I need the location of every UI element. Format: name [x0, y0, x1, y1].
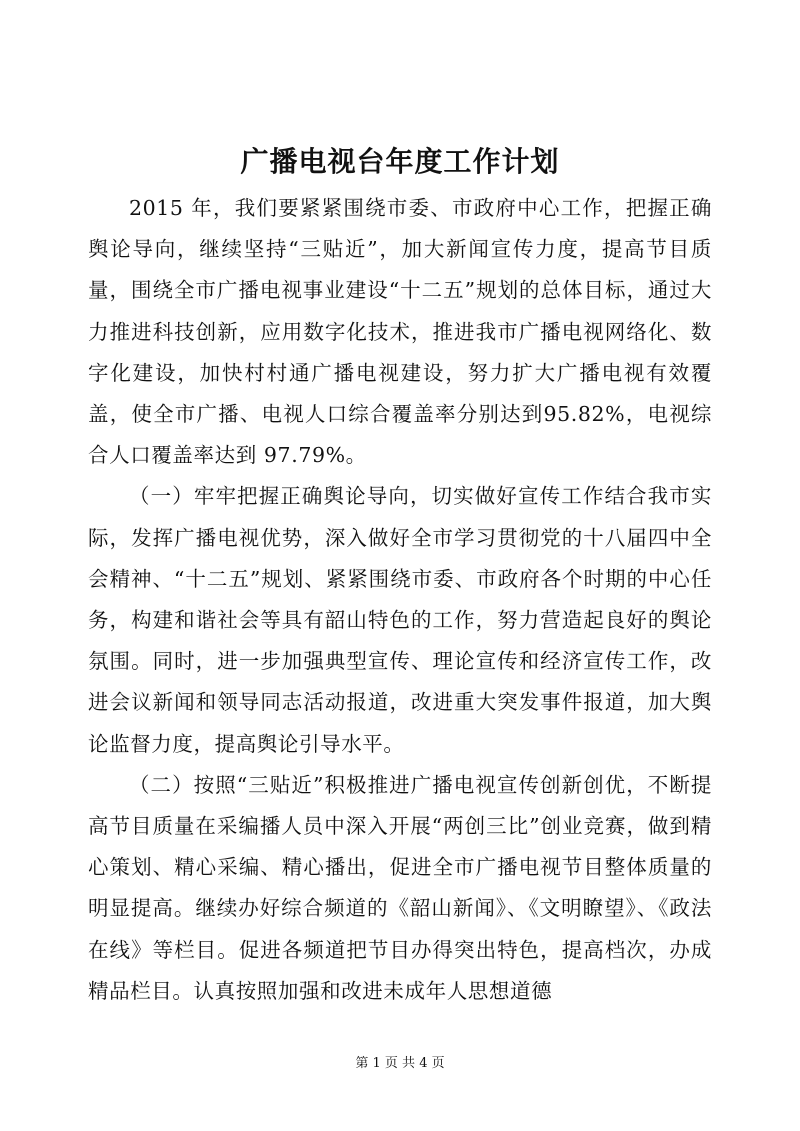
paragraph-intro: 2015 年，我们要紧紧围绕市委、市政府中心工作，把握正确舆论导向，继续坚持“三贴近”，加大新闻宣传力度，提高节目质量，围绕全市广播电视事业建设“十二五”规划的总体目标，通过大力推进科技创新，应用数字化技术，推进我市广播电视网络化、数字化建设，加快村村通广播电视建设，努力扩大广播电视有效覆盖，使全市广播、电视人口综合覆盖率分别达到95.82%，电视综合人口覆盖率达到 97.79%。 — [88, 196, 712, 468]
paragraph-section-2: （二）按照“三贴近”积极推进广播电视宣传创新创优，不断提高节目质量在采编播人员中深入开展“两创三比”创业竞赛，做到精心策划、精心采编、精心播出，促进全市广播电视节目整体质量的明显提高。继续办好综合频道的《韶山新闻》、《文明瞭望》、《政法在线》等栏目。促进各频道把节目办得突出特色，提高档次，办成精品栏目。认真按照加强和改进未成年人思想道德 — [88, 772, 712, 1003]
paragraph-section-1: （一）牢牢把握正确舆论导向，切实做好宣传工作结合我市实际，发挥广播电视优势，深入做好全市学习贯彻党的十八届四中全会精神、“十二五”规划、紧紧围绕市委、市政府各个时期的中心任务，构建和谐社会等具有韶山特色的工作，努力营造起良好的舆论氛围。同时，进一步加强典型宣传、理论宣传和经济宣传工作，改进会议新闻和领导同志活动报道，改进重大突发事件报道，加大舆论监督力度，提高舆论引导水平。 — [88, 484, 712, 756]
document-title: 广播电视台年度工作计划 — [240, 145, 560, 178]
page-footer: 第 1 页 共 4 页 — [355, 1056, 445, 1071]
document-body — [88, 188, 712, 1012]
